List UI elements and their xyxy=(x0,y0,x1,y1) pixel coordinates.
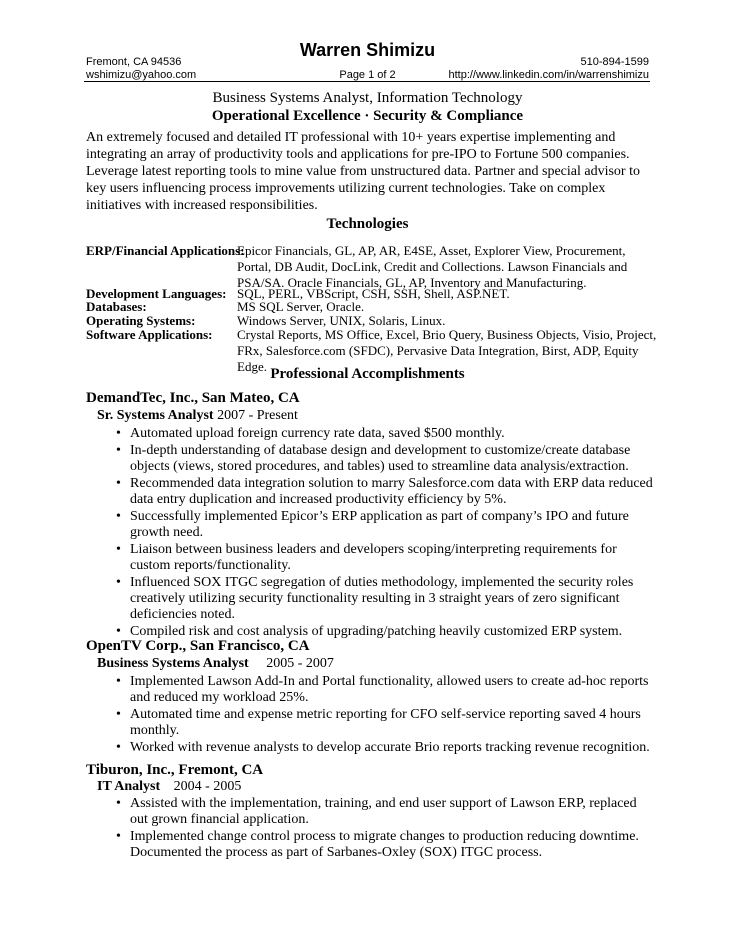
page-number: Page 1 of 2 xyxy=(339,69,396,81)
job-role xyxy=(97,408,298,424)
job-bullets xyxy=(114,674,654,757)
tech-label: Databases: xyxy=(86,299,147,314)
list-item: • Recommended data integration solution to marry Salesforce.com data with ERP data reduced data entry duplication and increased productivity efficiency by 5%. xyxy=(114,476,654,508)
tech-label: ERP/Financial Applications: xyxy=(86,243,245,258)
summary-paragraph: An extremely focused and detailed IT professional with 10+ years expertise implementing and integrating an array of productivity tools and applications for pre-IPO to Fortune 500 companies. Leverage latest reporting tools to mine value from unstructured data. Partner and special advisor to key users influencing process improvements utilizing current technologies. Take on complex initiatives with increased responsibilities. xyxy=(86,130,640,213)
company-name: OpenTV Corp., San Francisco, CA xyxy=(86,638,310,654)
job-dates: 2007 - Present xyxy=(217,408,298,423)
job-dates: 2004 - 2005 xyxy=(173,779,242,794)
tech-value: Crystal Reports, MS Office, Excel, Brio Query, Business Objects, Visio, Project, FRx, Salesforce.com (SFDC), Pervasive Data Integration, Birst, ADP, Equity Edge. xyxy=(237,327,657,374)
tech-value: MS SQL Server, Oracle. xyxy=(237,299,365,314)
email: wshimizu@yahoo.com xyxy=(86,69,197,81)
list-item: • Implemented change control process to migrate changes to production reducing downtime. Documented the process as part of Sarbanes-Oxley (SOX) ITGC process. xyxy=(114,829,654,861)
job-dates: 2005 - 2007 xyxy=(266,656,334,671)
list-item: • Successfully implemented Epicor’s ERP application as part of company’s IPO and future growth need. xyxy=(114,509,654,541)
location: Fremont, CA 94536 xyxy=(86,56,182,68)
list-item: • In-depth understanding of database design and development to customize/create database objects (views, stored procedures, and tables) used to streamline data analysis/extraction. xyxy=(114,443,654,475)
headline xyxy=(0,89,735,125)
job-bullets xyxy=(114,796,654,862)
tech-value: SQL, PERL, VBScript, CSH, SSH, Shell, ASP.NET. xyxy=(237,286,510,301)
list-item: • Compiled risk and cost analysis of upgrading/patching heavily customized ERP system. xyxy=(114,624,654,640)
company-name: Tiburon, Inc., Fremont, CA xyxy=(86,762,264,778)
list-item: • Liaison between business leaders and developers scoping/interpreting requirements for custom reports/functionality. xyxy=(114,542,654,574)
headline-title: Business Systems Analyst, Information Technology xyxy=(212,90,523,106)
list-item: • Influenced SOX ITGC segregation of duties methodology, implemented the security roles creatively utilizing security functionality resulting in 3 straight years of zero significant deficiencies noted. xyxy=(114,575,654,623)
tech-label: Operating Systems: xyxy=(86,313,196,328)
profile-url: http://www.linkedin.com/in/warrenshimizu xyxy=(448,69,649,81)
job-role xyxy=(97,779,241,795)
job-bullets xyxy=(114,426,654,641)
candidate-name: Warren Shimizu xyxy=(299,40,436,60)
company-name: DemandTec, Inc., San Mateo, CA xyxy=(86,390,300,406)
technologies-heading: Technologies xyxy=(326,216,409,232)
job-title: Sr. Systems Analyst xyxy=(97,408,214,423)
list-item: • Automated time and expense metric reporting for CFO self-service reporting saved 4 hours monthly. xyxy=(114,707,654,739)
job-title: IT Analyst xyxy=(97,779,161,794)
tech-value: Windows Server, UNIX, Solaris, Linux. xyxy=(237,313,446,328)
phone: 510-894-1599 xyxy=(580,56,649,68)
tech-label: Software Applications: xyxy=(86,327,213,342)
list-item: • Assisted with the implementation, training, and end user support of Lawson ERP, replaced out grown financial application. xyxy=(114,796,654,828)
accomplishments-heading: Professional Accomplishments xyxy=(270,366,465,382)
headline-subtitle: Operational Excellence · Security & Compliance xyxy=(211,108,524,124)
list-item: • Worked with revenue analysts to develop accurate Brio reports tracking revenue recognition. xyxy=(114,740,654,756)
tech-value: Epicor Financials, GL, AP, AR, E4SE, Asset, Explorer View, Procurement, Portal, DB Audit, DocLink, Credit and Collections. Lawson Financials and PSA/SA. Oracle Financials, GL, AP, Inventory and Manufacturing. xyxy=(237,243,628,290)
job-title: Business Systems Analyst xyxy=(97,656,249,671)
list-item: • Automated upload foreign currency rate data, saved $500 monthly. xyxy=(114,426,654,442)
header-divider xyxy=(84,81,650,82)
tech-label: Development Languages: xyxy=(86,286,227,301)
job-role xyxy=(97,656,334,672)
list-item: • Implemented Lawson Add-In and Portal functionality, allowed users to create ad-hoc reports and reduced my workload 25%. xyxy=(114,674,654,706)
